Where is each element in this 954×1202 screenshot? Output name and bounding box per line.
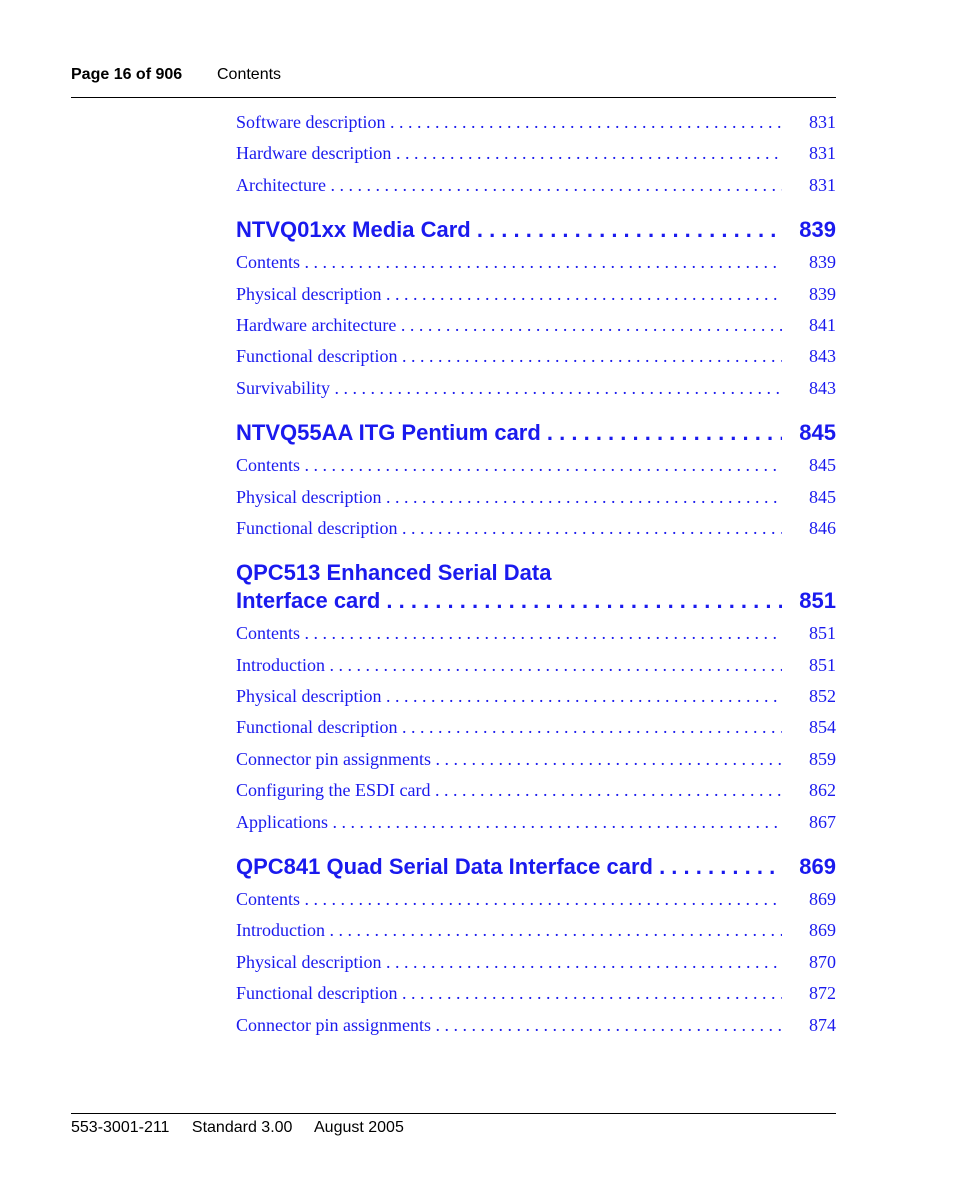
toc-entry-page: 852 bbox=[782, 686, 836, 707]
toc-entry[interactable] bbox=[236, 886, 836, 917]
toc-entry[interactable] bbox=[236, 140, 836, 171]
toc-entry-page: 831 bbox=[782, 175, 836, 196]
toc-entry-label: Survivability . . . bbox=[236, 378, 782, 399]
toc-entry-label: Introduction . . . bbox=[236, 655, 782, 676]
toc-entry-page: 851 bbox=[782, 623, 836, 644]
toc-entry-page: 839 bbox=[782, 284, 836, 305]
toc-entry[interactable] bbox=[236, 714, 836, 745]
toc-entry[interactable] bbox=[236, 652, 836, 683]
toc-entry[interactable] bbox=[236, 109, 836, 140]
toc-entry-label: Functional description . . . bbox=[236, 346, 782, 367]
page-footer bbox=[71, 1113, 836, 1137]
toc-entry[interactable] bbox=[236, 343, 836, 374]
toc-entry-page: 851 bbox=[782, 655, 836, 676]
toc-entry-label: Configuring the ESDI card . . . bbox=[236, 780, 782, 801]
toc-entry[interactable] bbox=[236, 683, 836, 714]
toc-entry-page: 845 bbox=[782, 487, 836, 508]
chapter-page: 845 bbox=[782, 420, 836, 446]
toc-entry[interactable] bbox=[236, 746, 836, 777]
toc-entry-label: Hardware description . . . bbox=[236, 143, 782, 164]
toc-entry[interactable] bbox=[236, 917, 836, 948]
toc-entry[interactable] bbox=[236, 375, 836, 406]
toc-entry-page: 831 bbox=[782, 143, 836, 164]
chapter-page: 851 bbox=[782, 588, 836, 614]
toc-chapter-heading[interactable] bbox=[236, 420, 836, 450]
toc-entry-page: 846 bbox=[782, 518, 836, 539]
table-of-contents bbox=[236, 109, 836, 1043]
toc-entry-label: Contents . . . bbox=[236, 455, 782, 476]
toc-entry[interactable] bbox=[236, 1012, 836, 1043]
chapter-title-line1: QPC513 Enhanced Serial Data bbox=[236, 560, 552, 586]
toc-entry[interactable] bbox=[236, 484, 836, 515]
toc-chapter-heading[interactable] bbox=[236, 560, 836, 618]
toc-chapter-heading[interactable] bbox=[236, 217, 836, 247]
toc-entry-label: Physical description . . . bbox=[236, 284, 782, 305]
toc-entry-label: Connector pin assignments . . . bbox=[236, 749, 782, 770]
toc-entry-label: Hardware architecture . . . bbox=[236, 315, 782, 336]
toc-entry-page: 870 bbox=[782, 952, 836, 973]
toc-entry[interactable] bbox=[236, 452, 836, 483]
chapter-title: NTVQ55AA ITG Pentium card . . . bbox=[236, 420, 782, 446]
toc-entry-page: 841 bbox=[782, 315, 836, 336]
toc-entry-label: Functional description . . . bbox=[236, 983, 782, 1004]
toc-entry-page: 854 bbox=[782, 717, 836, 738]
toc-entry-page: 843 bbox=[782, 346, 836, 367]
toc-entry-label: Introduction . . . bbox=[236, 920, 782, 941]
section-title: Contents bbox=[217, 66, 282, 83]
toc-entry[interactable] bbox=[236, 809, 836, 840]
toc-entry-page: 862 bbox=[782, 780, 836, 801]
page-header bbox=[71, 66, 836, 98]
chapter-title: Interface card . . . bbox=[236, 588, 782, 614]
chapter-page: 869 bbox=[782, 854, 836, 880]
toc-entry-label: Functional description . . . bbox=[236, 518, 782, 539]
toc-entry[interactable] bbox=[236, 620, 836, 651]
toc-entry[interactable] bbox=[236, 172, 836, 203]
chapter-title: QPC841 Quad Serial Data Interface card . . . bbox=[236, 854, 782, 880]
toc-entry-page: 859 bbox=[782, 749, 836, 770]
toc-entry-label: Architecture . . . bbox=[236, 175, 782, 196]
document-number: 553-3001-211 bbox=[71, 1119, 170, 1136]
toc-entry-label: Functional description . . . bbox=[236, 717, 782, 738]
chapter-title: NTVQ01xx Media Card . . . bbox=[236, 217, 782, 243]
toc-entry-page: 874 bbox=[782, 1015, 836, 1036]
toc-entry[interactable] bbox=[236, 949, 836, 980]
toc-entry[interactable] bbox=[236, 312, 836, 343]
toc-entry-page: 843 bbox=[782, 378, 836, 399]
toc-entry-page: 867 bbox=[782, 812, 836, 833]
toc-entry[interactable] bbox=[236, 281, 836, 312]
toc-entry-page: 869 bbox=[782, 889, 836, 910]
standard-version: Standard 3.00 bbox=[191, 1119, 293, 1136]
toc-entry-label: Physical description . . . bbox=[236, 952, 782, 973]
toc-entry-page: 831 bbox=[782, 112, 836, 133]
chapter-page: 839 bbox=[782, 217, 836, 243]
toc-entry-page: 845 bbox=[782, 455, 836, 476]
toc-entry-page: 869 bbox=[782, 920, 836, 941]
toc-entry[interactable] bbox=[236, 980, 836, 1011]
toc-entry-label: Contents . . . bbox=[236, 252, 782, 273]
toc-entry-label: Contents . . . bbox=[236, 889, 782, 910]
toc-entry-label: Software description . . . bbox=[236, 112, 782, 133]
toc-chapter-heading[interactable] bbox=[236, 854, 836, 884]
toc-entry-label: Connector pin assignments . . . bbox=[236, 1015, 782, 1036]
toc-entry-page: 839 bbox=[782, 252, 836, 273]
toc-entry[interactable] bbox=[236, 515, 836, 546]
toc-entry-page: 872 bbox=[782, 983, 836, 1004]
toc-entry-label: Physical description . . . bbox=[236, 686, 782, 707]
toc-entry[interactable] bbox=[236, 249, 836, 280]
toc-entry-label: Physical description . . . bbox=[236, 487, 782, 508]
publication-date: August 2005 bbox=[314, 1119, 404, 1136]
toc-entry-label: Applications . . . bbox=[236, 812, 782, 833]
toc-entry[interactable] bbox=[236, 777, 836, 808]
toc-entry-label: Contents . . . bbox=[236, 623, 782, 644]
page-number-label: Page 16 of 906 bbox=[71, 66, 183, 83]
